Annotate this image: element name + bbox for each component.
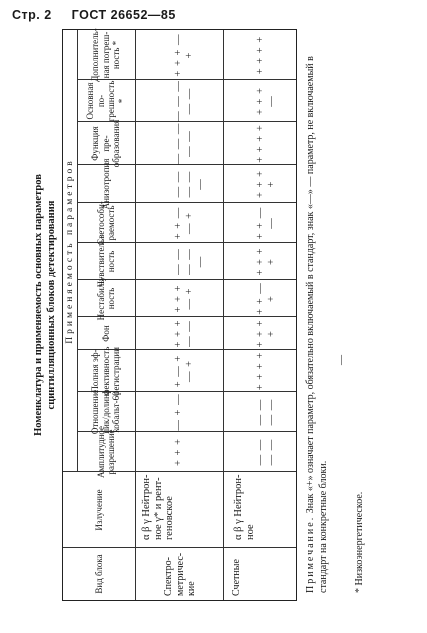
page-number: Стр. 2 [12,8,52,22]
applicability-mark: + + + + [255,170,277,199]
applicability-mark: + + + + [255,351,266,391]
applicability-mark: — — — — — [173,248,206,275]
col-header-block-type: Вид блока [93,554,104,594]
param-header: Анизотропия [100,158,111,210]
applicability-mark: + + + — [255,87,277,116]
applicability-mark: + + + — — [173,319,195,348]
applicability-mark: — — — — — [173,170,206,198]
applicability-mark: — — — — [255,398,277,426]
table-title [32,65,58,545]
radiation-list: α β γ Нейтрон- ное [233,474,256,540]
applicability-mark: + + — + [255,282,277,315]
applicability-mark: — — — — [255,438,277,466]
applicability-mark: + + — — [255,206,277,240]
applicability-mark: + + — — + [173,206,195,240]
title-line-1: Номенклатура и применяемость основных параметров [33,174,44,436]
note-label: Примечание. [305,515,316,593]
applicability-mark: + + + + [255,124,266,163]
param-header: Основная по- грешность * [85,80,127,122]
param-header: Полная эф- фективность регистрации [90,346,122,396]
footnote: * Низкоэнергетическое. [354,491,365,593]
applicability-mark: + — + — + [173,354,195,388]
standard-code: ГОСТ 26652—85 [71,8,176,22]
param-header: Фон [100,325,111,342]
param-header: Нестабиль- ность [95,276,116,321]
applicability-mark: + + + — + [173,33,195,77]
group-name: Счетные [231,559,242,596]
applicability-mark: + + + + [255,319,277,348]
col-header-applicability: Применяемость параметров [64,158,75,344]
applicability-mark: + + + + [255,247,277,276]
param-header: Амплитудное разрешение [95,425,116,479]
note-text: Знак «+» означает параметр, обязательно включаемый в стандарт, знак «—» — параметр, не включаемый в стандарт на конкретные блоки. [305,56,329,593]
group-name: Спектро- метричес- кие [163,552,197,596]
applicability-mark: — + — [173,393,184,431]
param-header: Светособи- раемость [95,201,116,245]
title-line-2: сцинтилляционных блоков детектирования [46,200,57,410]
applicability-mark: + + + + [255,35,266,75]
param-header: Функция пре- образования [90,119,122,168]
page-header [12,8,176,22]
param-header: Чувствитель- ность [95,235,116,288]
applicability-mark: + + + — + [173,284,195,313]
applicability-mark: — — — — — [173,80,195,122]
radiation-list: α β γ Нейтрон- ное γ* и рент- геновское [141,474,175,540]
col-header-radiation: Излучение [93,489,104,531]
separator-dash: — [336,355,347,365]
applicability-mark: — — — — — [173,122,195,165]
applicability-mark: + + + [173,438,184,467]
param-header: Отношение пик/долина кобальт-60 [90,389,122,435]
parameters-table [62,29,297,601]
table-note [304,33,330,593]
rotated-table-page [24,25,394,605]
param-header: Дополнитель- ная погреш- ность * [90,28,122,82]
